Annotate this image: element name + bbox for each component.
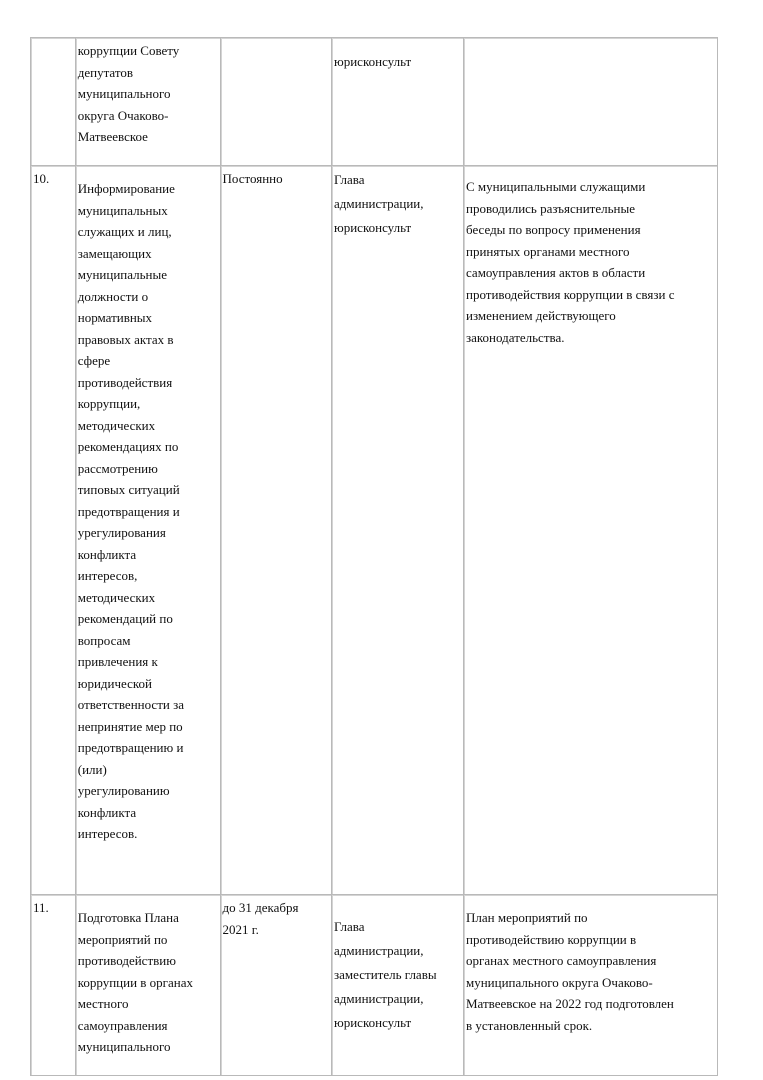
term-cell <box>221 895 333 1076</box>
result-cell <box>464 895 718 1076</box>
result-text: С муниципальными служащими проводились разъяснительные беседы по вопросу применения принятых органами местного самоуправления актов в области противодействия коррупции в связи с изменением действующего законодательства. <box>466 179 675 345</box>
responsible-text: Глава администрации, юрисконсульт <box>334 172 424 235</box>
anticorruption-plan-table <box>30 37 718 1076</box>
event-text: коррупции Совету депутатов муниципального округа Очаково- Матвеевское <box>77 43 180 144</box>
event-text: Подготовка Плана мероприятий по противодействию коррупции в органах местного самоуправления муниципального <box>77 910 194 1054</box>
responsible-cell <box>332 166 464 895</box>
table-row <box>31 895 718 1076</box>
table-row <box>31 38 718 166</box>
result-cell <box>464 166 718 895</box>
term-cell <box>221 166 333 895</box>
responsible-cell <box>332 895 464 1076</box>
row-number: 10. <box>33 171 50 186</box>
result-cell <box>464 38 718 166</box>
row-number-cell <box>31 895 76 1076</box>
responsible-text: Глава администрации, заместитель главы администрации, юрисконсульт <box>334 919 437 1030</box>
event-cell <box>76 895 221 1076</box>
responsible-text: юрисконсульт <box>334 54 412 69</box>
term-text: до 31 декабря 2021 г. <box>222 900 299 937</box>
event-cell <box>76 38 221 166</box>
result-text: План мероприятий по противодействию коррупции в органах местного самоуправления муниципального округа Очаково- Матвеевское на 2022 год подготовлен в установленный срок. <box>466 910 674 1033</box>
event-text: Информирование муниципальных служащих и лиц, замещающих муниципальные должности о нормативных правовых актах в сфере противодействия коррупции, методических рекомендациях по рассмотрению типовых ситуаций предотвращения и урегулирования конфликта интересов, методических рекомендаций по вопросам привлечения к юридической ответственности за непринятие мер по предотвращению и (или) урегулированию конфликта интересов. <box>77 181 185 841</box>
row-number-cell <box>31 166 76 895</box>
responsible-cell <box>332 38 464 166</box>
event-cell <box>76 166 221 895</box>
row-number: 11. <box>33 900 49 915</box>
term-cell <box>221 38 333 166</box>
term-text: Постоянно <box>222 171 283 186</box>
row-number-cell <box>31 38 76 166</box>
table-row <box>31 166 718 895</box>
